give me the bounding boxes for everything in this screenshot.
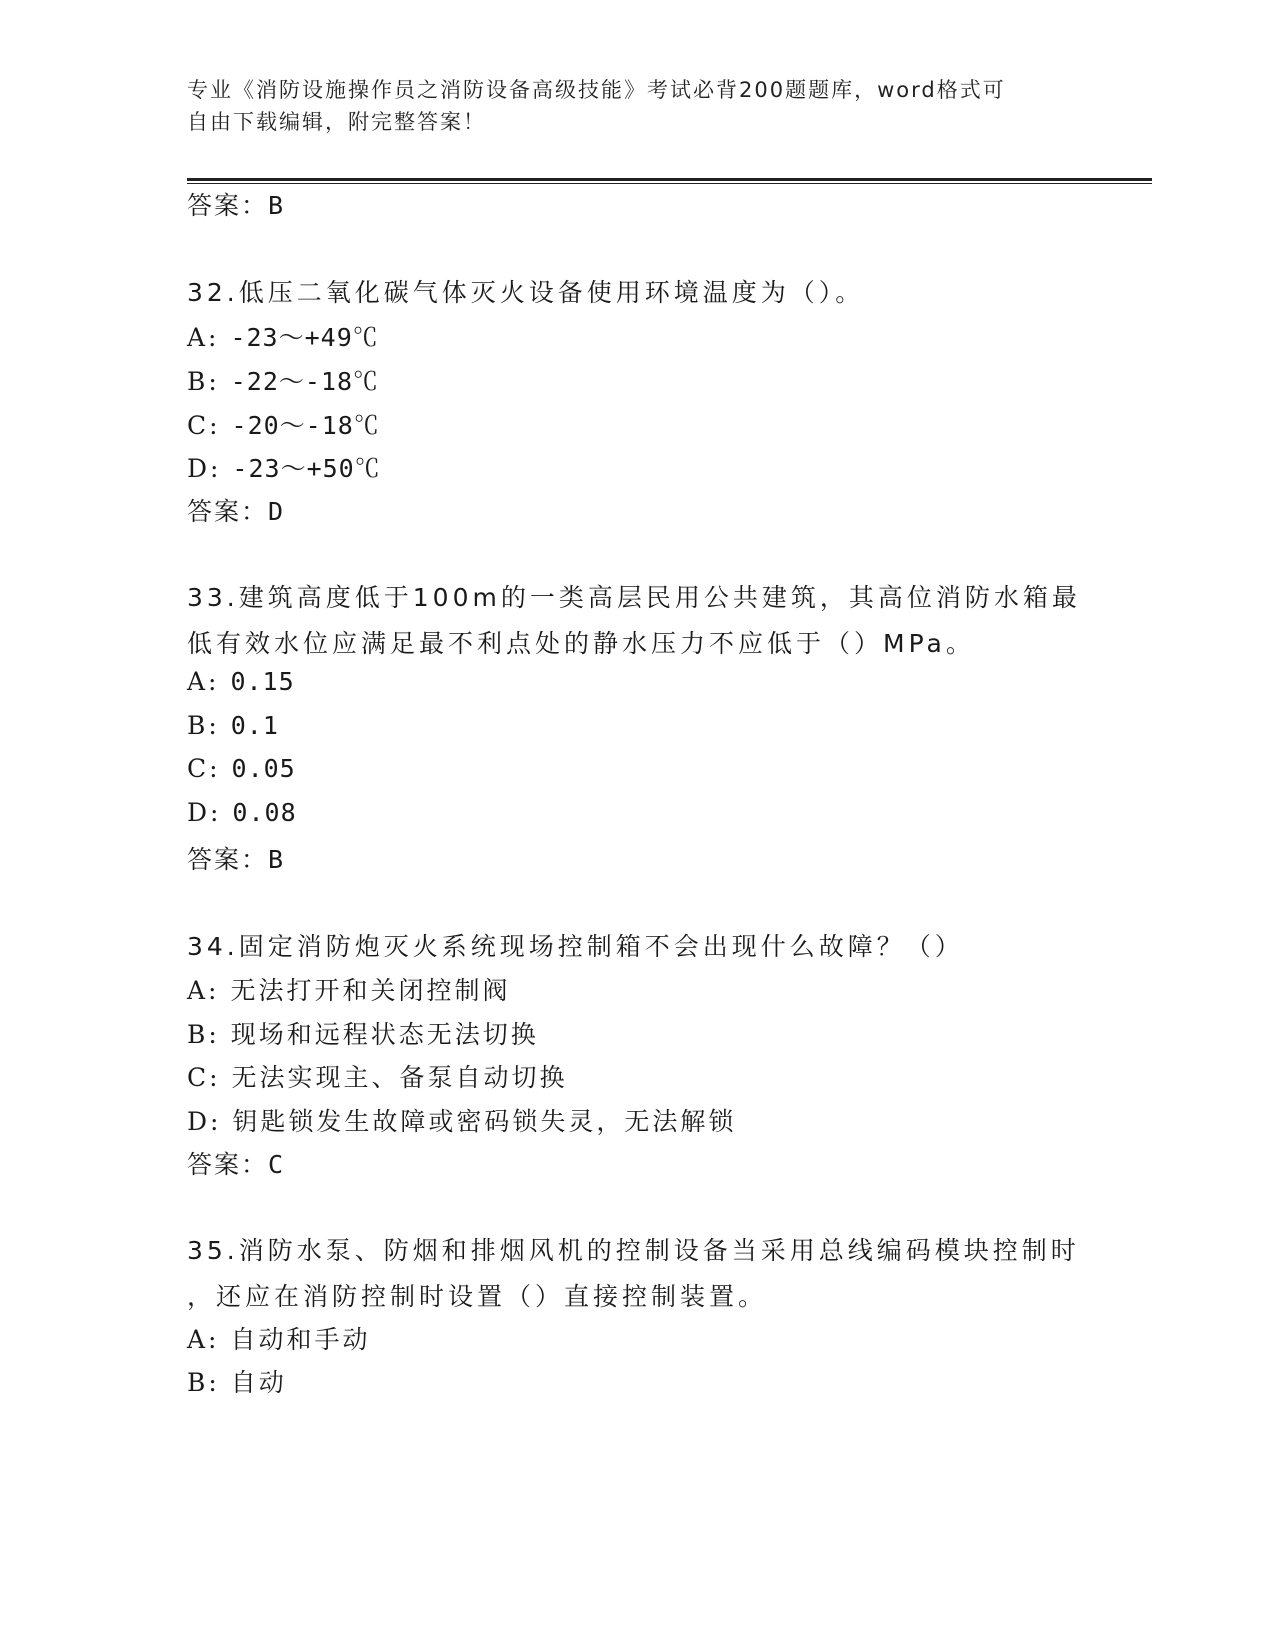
question-35-option-a	[187, 1320, 370, 1356]
option-key: A:	[187, 976, 220, 1005]
question-32-line-1: 32.低压二氧化碳气体灭火设备使用环境温度为（）。	[187, 278, 865, 307]
question-34-option-d	[187, 1102, 736, 1138]
question-33-line-1: 33.建筑高度低于100m的一类高层民用公共建筑，其高位消防水箱最	[187, 583, 1081, 612]
question-33-line-2: 低有效水位应满足最不利点处的静水压力不应低于（）MPa。	[187, 629, 975, 658]
option-key: C:	[187, 411, 221, 440]
question-33-option-c	[187, 754, 296, 783]
question-33-answer	[187, 840, 285, 876]
option-key: A:	[187, 667, 220, 696]
option-text: 无法实现主、备泵自动切换	[231, 1063, 568, 1092]
question-34-option-a	[187, 971, 510, 1007]
question-33	[187, 575, 1081, 667]
option-text: -23～+50℃	[232, 454, 381, 483]
question-32	[187, 270, 864, 316]
question-34-line-1: 34.固定消防炮灭火系统现场控制箱不会出现什么故障？（）	[187, 932, 964, 961]
option-text: 0.1	[230, 711, 279, 740]
option-text: 无法打开和关闭控制阀	[230, 976, 511, 1005]
header-line-2: 自由下载编辑，附完整答案！	[187, 110, 486, 134]
option-key: D:	[187, 798, 222, 827]
option-key: C:	[187, 1063, 221, 1092]
question-32-answer	[187, 492, 285, 528]
answer-value: B	[268, 191, 286, 220]
question-34-option-c	[187, 1058, 568, 1094]
answer-label: 答案：	[187, 497, 269, 526]
question-35-line-1: 35.消防水泵、防烟和排烟风机的控制设备当采用总线编码模块控制时	[187, 1236, 1080, 1265]
question-35-line-2: ，还应在消防控制时设置（）直接控制装置。	[187, 1282, 768, 1311]
question-33-option-a	[187, 667, 295, 696]
question-32-option-b	[187, 362, 379, 398]
option-text: 0.08	[232, 798, 297, 827]
answer-prev	[187, 186, 285, 222]
question-32-option-a	[187, 318, 379, 354]
option-key: B:	[187, 1020, 220, 1049]
option-key: B:	[187, 711, 220, 740]
option-text: 自动	[230, 1368, 287, 1397]
option-key: C:	[187, 754, 221, 783]
question-32-option-c	[187, 406, 380, 442]
question-35	[187, 1228, 1080, 1320]
answer-value: D	[268, 497, 286, 526]
answer-label: 答案：	[187, 845, 269, 874]
option-text: 0.15	[230, 667, 295, 696]
question-32-option-d	[187, 449, 381, 485]
page-header	[187, 74, 1087, 138]
question-35-option-b	[187, 1363, 287, 1399]
question-33-option-d	[187, 798, 297, 827]
option-key: B:	[187, 1368, 220, 1397]
header-divider-thin	[187, 183, 1152, 184]
option-text: 0.05	[231, 754, 296, 783]
option-key: D:	[187, 454, 222, 483]
option-text: -23～+49℃	[230, 323, 379, 352]
question-33-option-b	[187, 711, 279, 740]
answer-value: B	[268, 845, 286, 874]
option-text: 钥匙锁发生故障或密码锁失灵，无法解锁	[232, 1107, 737, 1136]
question-34	[187, 924, 964, 970]
header-line-1: 专业《消防设施操作员之消防设备高级技能》考试必背200题题库，word格式可	[187, 78, 1006, 102]
question-34-option-b	[187, 1015, 539, 1051]
option-text: 现场和远程状态无法切换	[230, 1020, 539, 1049]
header-divider-thick	[187, 178, 1152, 181]
option-text: -22～-18℃	[230, 367, 380, 396]
option-text: 自动和手动	[230, 1325, 371, 1354]
option-key: D:	[187, 1107, 222, 1136]
option-key: B:	[187, 367, 220, 396]
option-text: -20～-18℃	[231, 411, 380, 440]
answer-label: 答案：	[187, 191, 269, 220]
option-key: A:	[187, 1325, 220, 1354]
question-34-answer	[187, 1145, 285, 1181]
option-key: A:	[187, 323, 220, 352]
answer-label: 答案：	[187, 1150, 269, 1179]
answer-value: C	[268, 1150, 286, 1179]
